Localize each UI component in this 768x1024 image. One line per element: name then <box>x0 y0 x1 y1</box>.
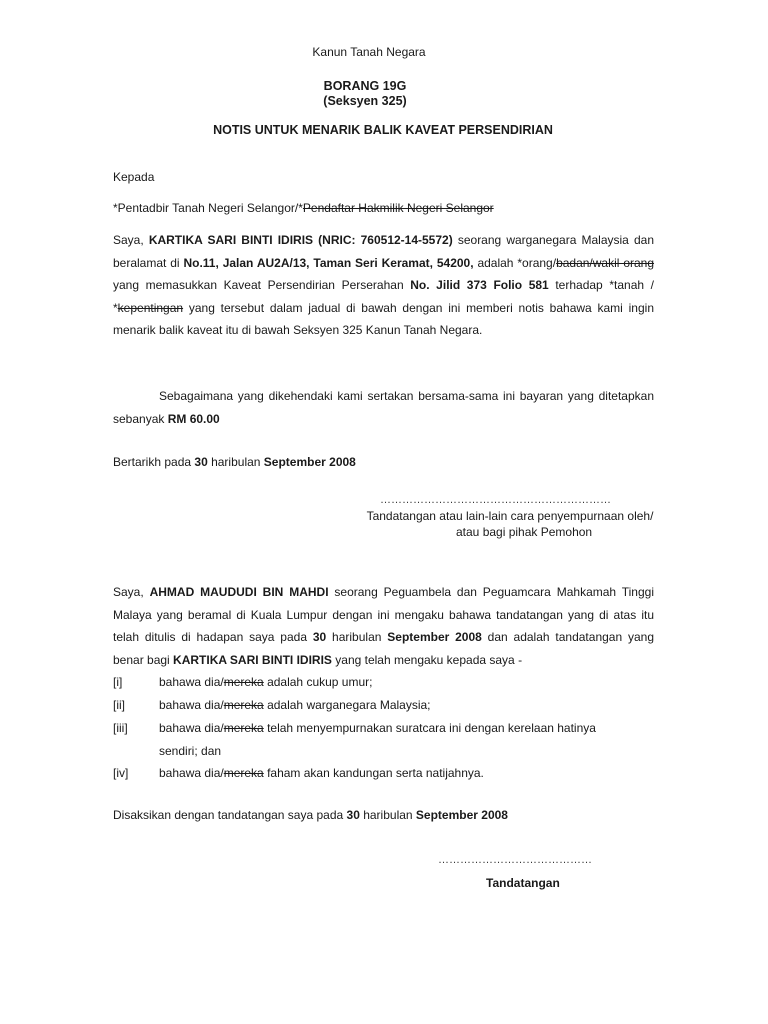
caveat-reference: No. Jilid 373 Folio 581 <box>410 278 549 292</box>
text: adalah cukup umur; <box>263 675 373 689</box>
act-title: Kanun Tanah Negara <box>312 45 426 59</box>
text: seorang Peguambela dan Peguamcara Mahkamah Tinggi Malaya yang beramal di Kuala Lumpur dengan ini mengaku bahawa tandatangan yang di atas itu telah ditulis di hadapan saya pada <box>113 585 654 644</box>
text: Sebagaimana yang dikehendaki kami sertakan bersama-sama ini bayaran yang ditetapkan sebanyak <box>113 389 654 426</box>
fee-amount: RM 60.00 <box>167 411 220 426</box>
declaration-paragraph <box>113 229 654 342</box>
applicant-address: No.11, Jalan AU2A/13, Taman Seri Keramat, 54200, <box>183 255 474 270</box>
text: haribulan <box>207 455 264 469</box>
text: bahawa dia/ <box>159 766 224 780</box>
dated-day: 30 <box>194 455 208 469</box>
addressee <box>113 201 494 215</box>
attestation-paragraph <box>113 581 654 671</box>
salutation: Kepada <box>113 170 155 184</box>
dated-month-year: September 2008 <box>263 455 356 469</box>
witness-signature-line: …………………………………… <box>438 854 592 866</box>
text: yang memasukkan Kaveat Persendirian Perserahan <box>113 278 411 292</box>
attest-month-year: September 2008 <box>387 630 482 644</box>
witness-line <box>113 808 508 822</box>
witness-day: 30 <box>346 808 360 822</box>
applicant-name: KARTIKA SARI BINTI IDIRIS (NRIC: 760512-14-5572) <box>148 233 453 247</box>
text: yang telah mengaku kepada saya - <box>331 652 523 667</box>
text: bahawa dia/ <box>159 721 224 735</box>
witness-signature-label: Tandatangan <box>486 876 560 890</box>
applicant-name: KARTIKA SARI BINTI IDIRIS <box>173 652 332 667</box>
witness-month-year: September 2008 <box>415 808 508 822</box>
struck-text: mereka <box>223 721 264 735</box>
text: faham akan kandungan serta natijahnya. <box>263 766 484 780</box>
text: haribulan <box>326 630 388 644</box>
form-section: (Seksyen 325) <box>323 94 407 108</box>
text: terhadap *tanah / * <box>113 278 654 315</box>
struck-text: mereka <box>223 766 264 780</box>
text: seorang warganegara Malaysia dan beralamat di <box>113 233 654 270</box>
form-number: BORANG 19G <box>323 79 407 93</box>
list-item-number: [iii] <box>113 721 128 735</box>
struck-text: kepentingan <box>117 300 184 315</box>
text: bahawa dia/ <box>159 675 224 689</box>
text: Bertarikh pada <box>113 455 195 469</box>
applicant-signature-line: ……………………………………………………… <box>380 494 611 506</box>
addressee-text: *Pentadbir Tanah Negeri Selangor/* <box>113 201 303 215</box>
list-item-number: [iv] <box>113 766 129 780</box>
text: bahawa dia/ <box>159 698 224 712</box>
struck-text: mereka <box>223 698 264 712</box>
list-item-number: [ii] <box>113 698 125 712</box>
text: Disaksikan dengan tandatangan saya pada <box>113 808 347 822</box>
applicant-signature-label: Tandatangan atau lain-lain cara penyempurnaan oleh/ <box>366 509 654 523</box>
lawyer-name: AHMAD MAUDUDI BIN MAHDI <box>149 585 329 599</box>
text: adalah warganegara Malaysia; <box>263 698 431 712</box>
notice-title: NOTIS UNTUK MENARIK BALIK KAVEAT PERSENDIRIAN <box>213 123 553 137</box>
payment-paragraph <box>113 385 654 430</box>
applicant-signature-label-2: atau bagi pihak Pemohon <box>456 525 593 539</box>
attest-day: 30 <box>312 630 327 644</box>
struck-text: badan/wakil orang <box>556 255 655 270</box>
text: telah menyempurnakan suratcara ini dengan kerelaan hatinya sendiri; dan <box>159 721 596 758</box>
dated-line <box>113 455 356 469</box>
text: haribulan <box>359 808 416 822</box>
list-item-number: [i] <box>113 675 123 689</box>
text: adalah *orang/ <box>473 255 557 270</box>
text: Saya, <box>113 233 149 247</box>
struck-text: mereka <box>223 675 264 689</box>
text: yang tersebut dalam jadual di bawah dengan ini memberi notis bahawa kami ingin menarik balik kaveat itu di bawah Seksyen 325 Kanun Tanah Negara. <box>113 300 654 337</box>
addressee-struck-text: Pendaftar Hakmilik Negeri Selangor <box>302 201 494 215</box>
text: Saya, <box>113 585 150 599</box>
text: dan adalah tandatangan yang benar bagi <box>113 630 654 667</box>
